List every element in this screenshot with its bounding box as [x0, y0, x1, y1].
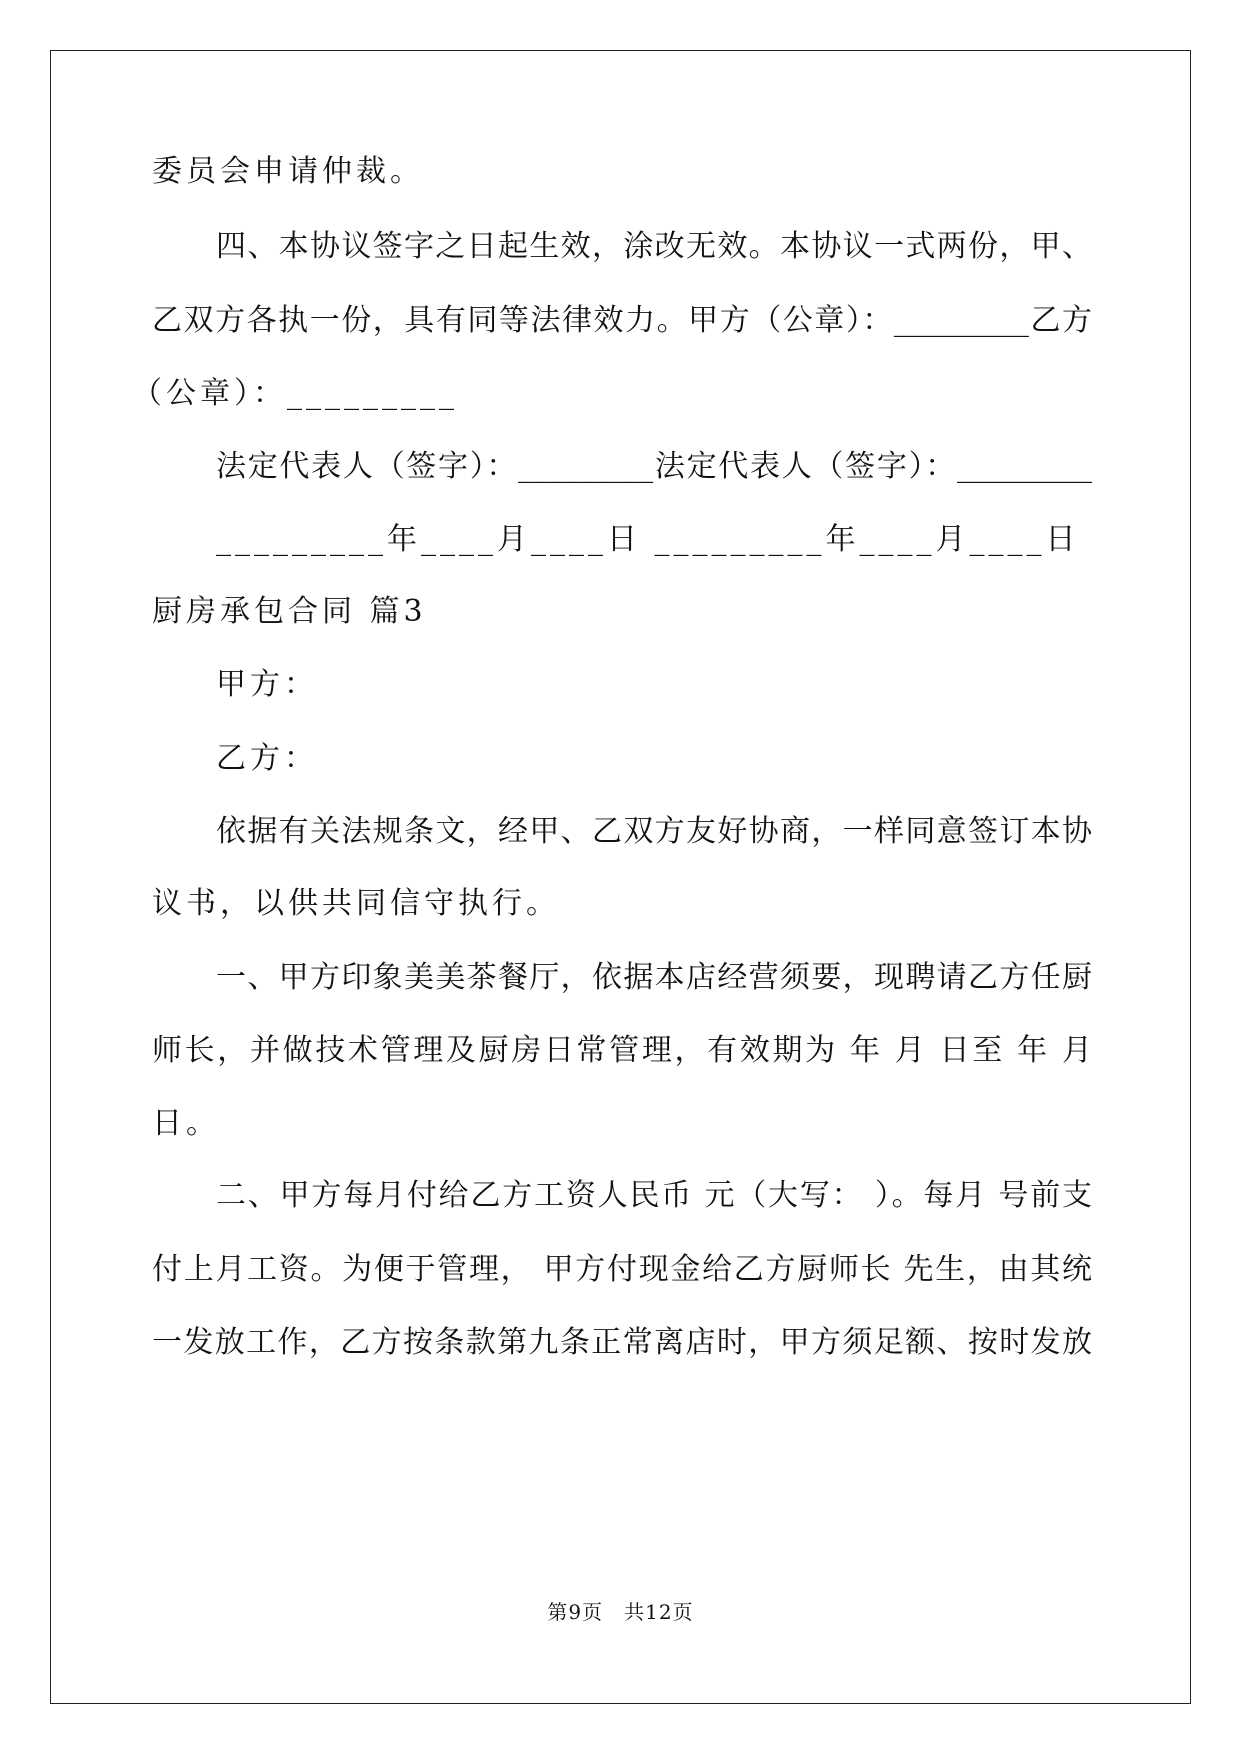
text-line: 师长，并做技术管理及厨房日常管理，有效期为 年 月 日至 年 月 [152, 1033, 1092, 1068]
text-line: _________年____月____日 _________年____月____日 [216, 522, 1080, 557]
text-line: 法定代表人（签字）：_________法定代表人（签字）：_________ [216, 449, 1092, 484]
text-line: 一、甲方印象美美茶餐厅，依据本店经营须要，现聘请乙方任厨 [216, 960, 1092, 995]
text-line: 二、甲方每月付给乙方工资人民币 元（大写： ）。每月 号前支 [216, 1178, 1092, 1213]
text-line: 乙方： [216, 741, 318, 776]
text-line: 一发放工作，乙方按条款第九条正常离店时，甲方须足额、按时发放 [152, 1325, 1092, 1360]
text-line: 议书，以供共同信守执行。 [152, 886, 560, 921]
text-line: 乙双方各执一份，具有同等法律效力。甲方（公章）：_________乙方 [152, 303, 1092, 338]
text-line: 委员会申请仲裁。 [152, 154, 424, 189]
page-border [50, 50, 1191, 1704]
text-line: 付上月工资。为便于管理， 甲方付现金给乙方厨师长 先生，由其统 [152, 1252, 1092, 1287]
page-number-footer: 第9页 共12页 [547, 1600, 694, 1624]
text-line: （公章）：_________ [132, 376, 458, 411]
section-heading: 厨房承包合同 篇3 [152, 594, 427, 629]
text-line: 日。 [152, 1106, 220, 1141]
text-line: 依据有关法规条文，经甲、乙双方友好协商，一样同意签订本协 [216, 814, 1092, 849]
text-line: 甲方： [216, 667, 318, 702]
text-line: 四、本协议签字之日起生效，涂改无效。本协议一式两份，甲、 [216, 229, 1092, 264]
